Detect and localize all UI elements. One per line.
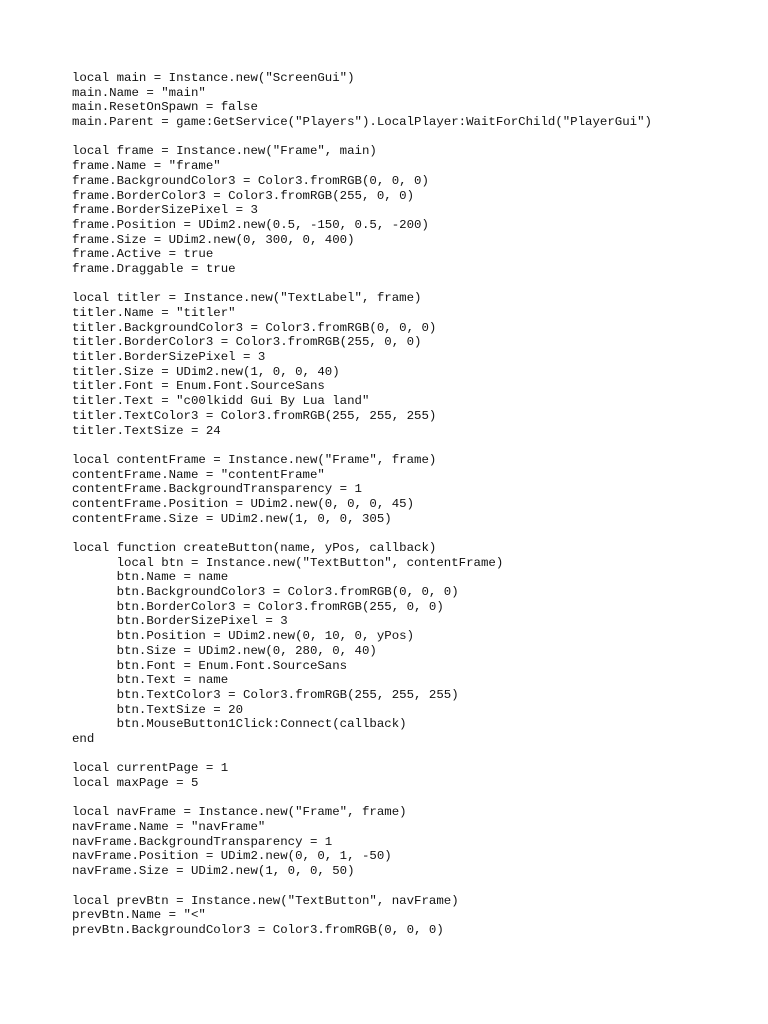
code-line: local currentPage = 1	[72, 761, 229, 776]
code-line: btn.Size = UDim2.new(0, 280, 0, 40)	[72, 643, 377, 658]
code-line: local btn = Instance.new("TextButton", contentFrame)	[72, 555, 504, 570]
code-line: contentFrame.Name = "contentFrame"	[72, 467, 325, 482]
code-line: titler.Text = "c00lkidd Gui By Lua land"	[72, 394, 370, 409]
code-block	[72, 291, 752, 438]
code-line: local contentFrame = Instance.new("Frame", frame)	[72, 452, 437, 467]
code-line: navFrame.Name = "navFrame"	[72, 820, 266, 835]
code-line: titler.BorderSizePixel = 3	[72, 350, 266, 365]
code-block	[72, 144, 752, 276]
code-line: frame.Size = UDim2.new(0, 300, 0, 400)	[72, 232, 355, 247]
code-line: titler.BackgroundColor3 = Color3.fromRGB(0, 0, 0)	[72, 320, 437, 335]
code-line: main.Name = "main"	[72, 85, 206, 100]
code-line: local frame = Instance.new("Frame", main)	[72, 144, 377, 159]
code-line: btn.TextSize = 20	[72, 702, 244, 717]
code-line: titler.BorderColor3 = Color3.fromRGB(255, 0, 0)	[72, 335, 422, 350]
code-line: titler.Size = UDim2.new(1, 0, 0, 40)	[72, 364, 340, 379]
code-line: local maxPage = 5	[72, 776, 199, 790]
code-line: btn.MouseButton1Click:Connect(callback)	[72, 717, 407, 732]
code-line: btn.BorderColor3 = Color3.fromRGB(255, 0, 0)	[72, 599, 444, 614]
code-line: btn.Position = UDim2.new(0, 10, 0, yPos)	[72, 629, 415, 644]
code-line: titler.TextSize = 24	[72, 423, 221, 438]
code-line: local titler = Instance.new("TextLabel", frame)	[72, 291, 422, 306]
code-line: contentFrame.Position = UDim2.new(0, 0, 0, 45)	[72, 496, 415, 511]
code-block	[72, 894, 752, 938]
code-line: titler.Name = "titler"	[72, 306, 236, 320]
code-line: contentFrame.BackgroundTransparency = 1	[72, 482, 362, 497]
code-line: frame.BackgroundColor3 = Color3.fromRGB(0, 0, 0)	[72, 173, 429, 188]
code-line: frame.BorderSizePixel = 3	[72, 203, 258, 218]
code-line: prevBtn.Name = "<"	[72, 908, 206, 923]
code-line: navFrame.BackgroundTransparency = 1	[72, 834, 333, 849]
code-line: main.ResetOnSpawn = false	[72, 100, 258, 115]
code-line: frame.Draggable = true	[72, 261, 236, 276]
code-line: local navFrame = Instance.new("Frame", frame)	[72, 805, 407, 820]
code-line: titler.Font = Enum.Font.SourceSans	[72, 379, 325, 394]
code-line: contentFrame.Size = UDim2.new(1, 0, 0, 305)	[72, 511, 392, 526]
code-document	[72, 71, 752, 952]
code-line: frame.Position = UDim2.new(0.5, -150, 0.5, -200)	[72, 217, 429, 232]
code-block	[72, 761, 752, 790]
code-line: frame.Name = "frame"	[72, 159, 221, 174]
code-line: btn.Font = Enum.Font.SourceSans	[72, 658, 348, 673]
code-line: btn.Name = name	[72, 570, 229, 585]
code-block	[72, 541, 752, 747]
code-line: navFrame.Position = UDim2.new(0, 0, 1, -50)	[72, 849, 392, 864]
code-block	[72, 805, 752, 878]
code-line: btn.BorderSizePixel = 3	[72, 614, 288, 629]
code-line: main.Parent = game:GetService("Players").LocalPlayer:WaitForChild("PlayerGui")	[72, 115, 652, 130]
code-line: local prevBtn = Instance.new("TextButton", navFrame)	[72, 893, 459, 908]
code-line: frame.Active = true	[72, 247, 214, 262]
code-block	[72, 453, 752, 526]
code-line: navFrame.Size = UDim2.new(1, 0, 0, 50)	[72, 864, 355, 879]
code-line: local function createButton(name, yPos, callback)	[72, 541, 437, 555]
code-line: frame.BorderColor3 = Color3.fromRGB(255, 0, 0)	[72, 188, 415, 203]
code-line: local main = Instance.new("ScreenGui")	[72, 71, 355, 85]
code-line: btn.TextColor3 = Color3.fromRGB(255, 255, 255)	[72, 687, 459, 702]
code-line: prevBtn.BackgroundColor3 = Color3.fromRGB(0, 0, 0)	[72, 922, 444, 937]
code-line: titler.TextColor3 = Color3.fromRGB(255, 255, 255)	[72, 408, 437, 423]
code-line: btn.Text = name	[72, 673, 229, 688]
code-line: end	[72, 731, 95, 746]
code-block	[72, 71, 752, 130]
code-line: btn.BackgroundColor3 = Color3.fromRGB(0, 0, 0)	[72, 585, 459, 600]
